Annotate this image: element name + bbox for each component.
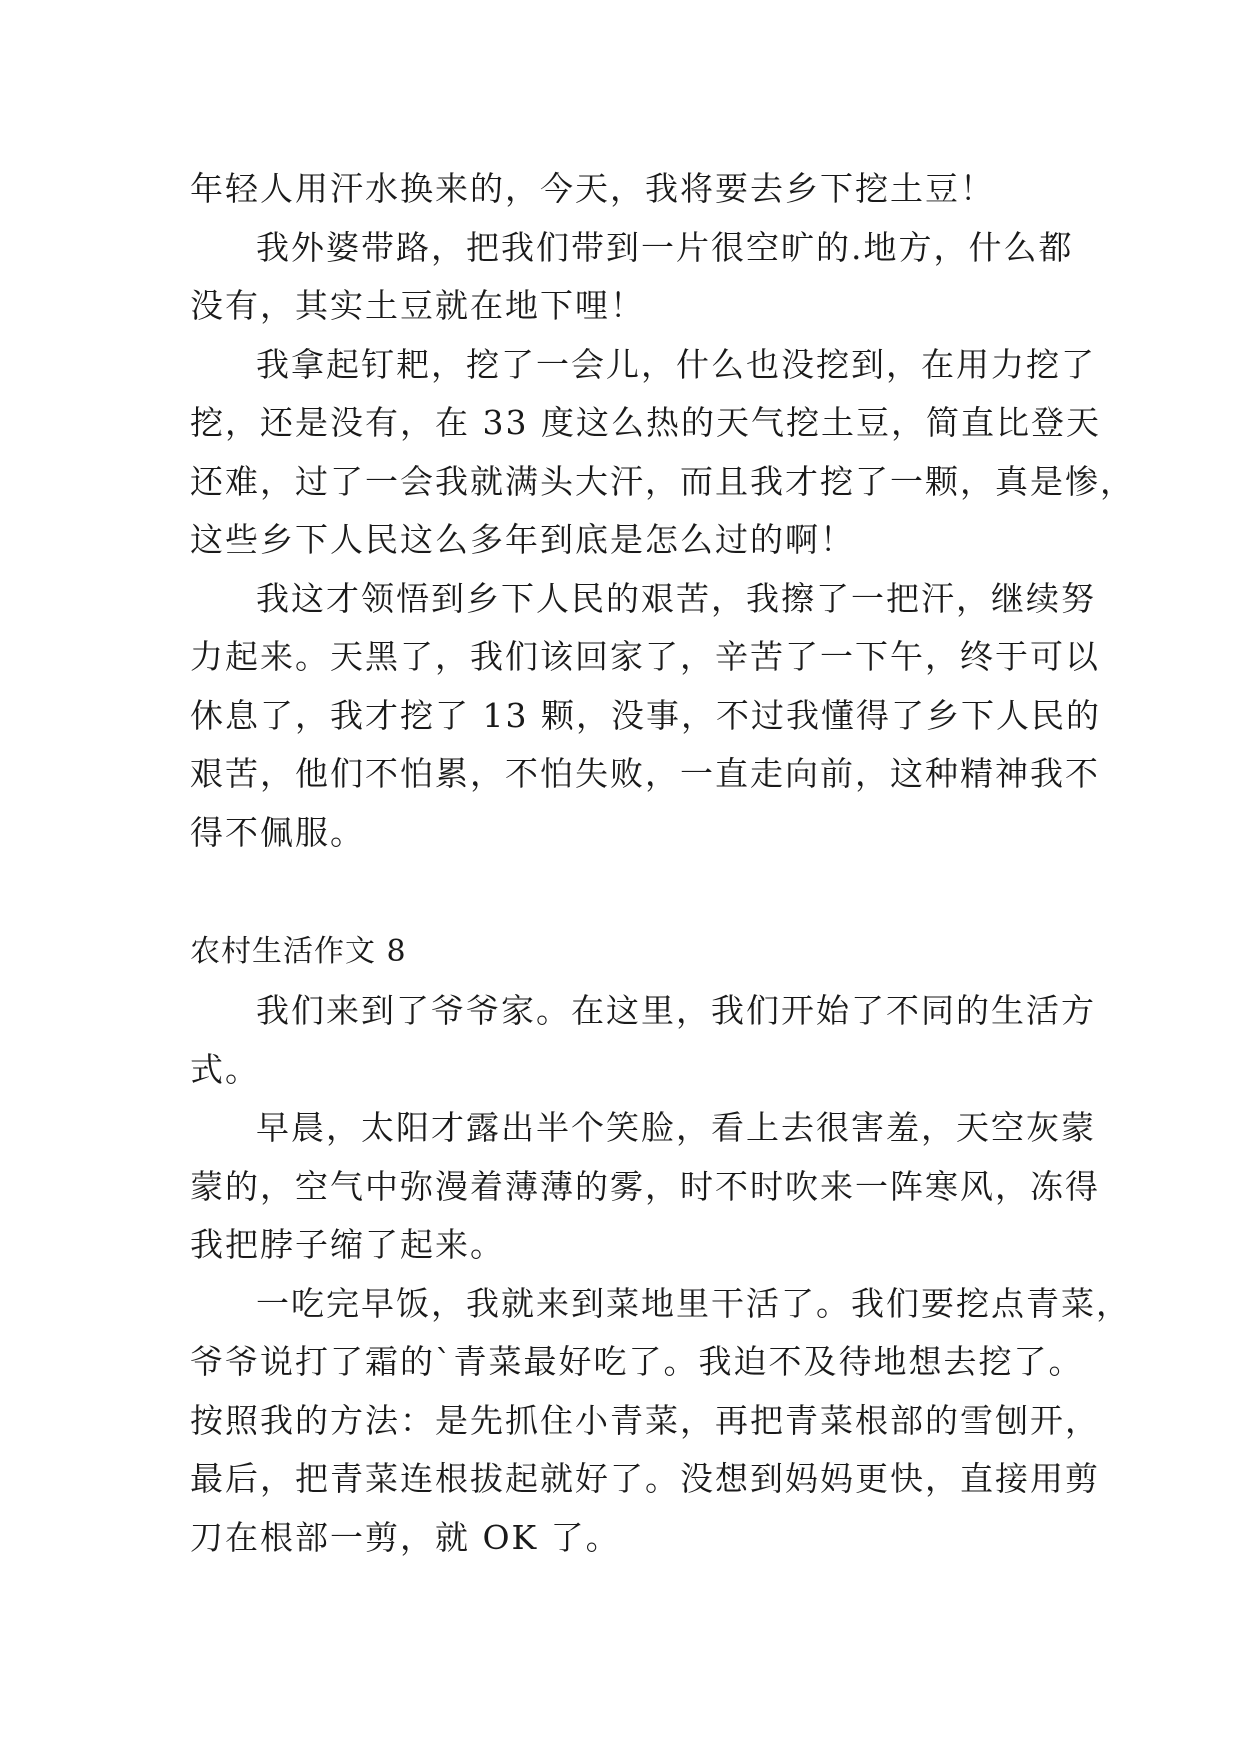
paragraph [190,336,1135,570]
text-line: 还难，过了一会我就满头大汗，而且我才挖了一颗，真是惨， [190,461,1135,501]
text-line: 这些乡下人民这么多年到底是怎么过的啊！ [190,520,855,559]
text-line: 我们来到了爷爷家。在这里，我们开始了不同的生活方 [256,991,1096,1030]
text-line: 我这才领悟到乡下人民的艰苦，我擦了一把汗，继续努 [256,578,1096,618]
document-page [190,160,1135,1567]
text-line: 按照我的方法：是先抓住小青菜，再把青菜根部的雪刨开， [190,1400,1100,1440]
text-line: 休息了，我才挖了 13 颗，没事，不过我懂得了乡下人民的 [190,695,1101,735]
paragraph [190,1275,1131,1568]
text-line: 最后，把青菜连根拔起就好了。没想到妈妈更快，直接用剪 [190,1459,1100,1498]
text-line: 式。 [190,1049,260,1089]
text-line: 爷爷说打了霜的`青菜最好吃了。我迫不及待地想去挖了。 [190,1342,1084,1381]
text-line: 蒙的，空气中弥漫着薄薄的雾，时不时吹来一阵寒风，冻得 [190,1166,1100,1206]
text-line: 没有，其实土豆就在地下哩！ [190,286,645,325]
text-line: 早晨，太阳才露出半个笑脸，看上去很害羞，天空灰蒙 [256,1108,1096,1147]
text-line: 我拿起钉耙，挖了一会儿，什么也没挖到，在用力挖了 [256,344,1096,384]
paragraph [190,570,1101,863]
paragraph [190,219,1074,336]
text-line: 我把脖子缩了起来。 [190,1225,505,1264]
text-line: 力起来。天黑了，我们该回家了，辛苦了一下午，终于可以 [190,637,1100,676]
text-line: 得不佩服。 [190,812,365,852]
text-line: 我外婆带路，把我们带到一片很空旷的.地方，什么都 [256,227,1074,267]
text-line: 一吃完早饭，我就来到菜地里干活了。我们要挖点青菜， [256,1283,1131,1323]
essay-title: 农村生活作文 8 [190,934,407,969]
section-gap [190,862,1070,922]
text-line: 艰苦，他们不怕累，不怕失败，一直走向前，这种精神我不 [190,754,1100,793]
paragraph [190,160,1070,219]
text-line: 刀在根部一剪，就 OK 了。 [190,1517,621,1557]
text-line: 年轻人用汗水换来的，今天，我将要去乡下挖土豆！ [190,169,995,208]
paragraph [190,982,1096,1099]
text-line: 挖，还是没有，在 33 度这么热的天气挖土豆，简直比登天 [190,403,1101,442]
paragraph [190,1099,1100,1275]
